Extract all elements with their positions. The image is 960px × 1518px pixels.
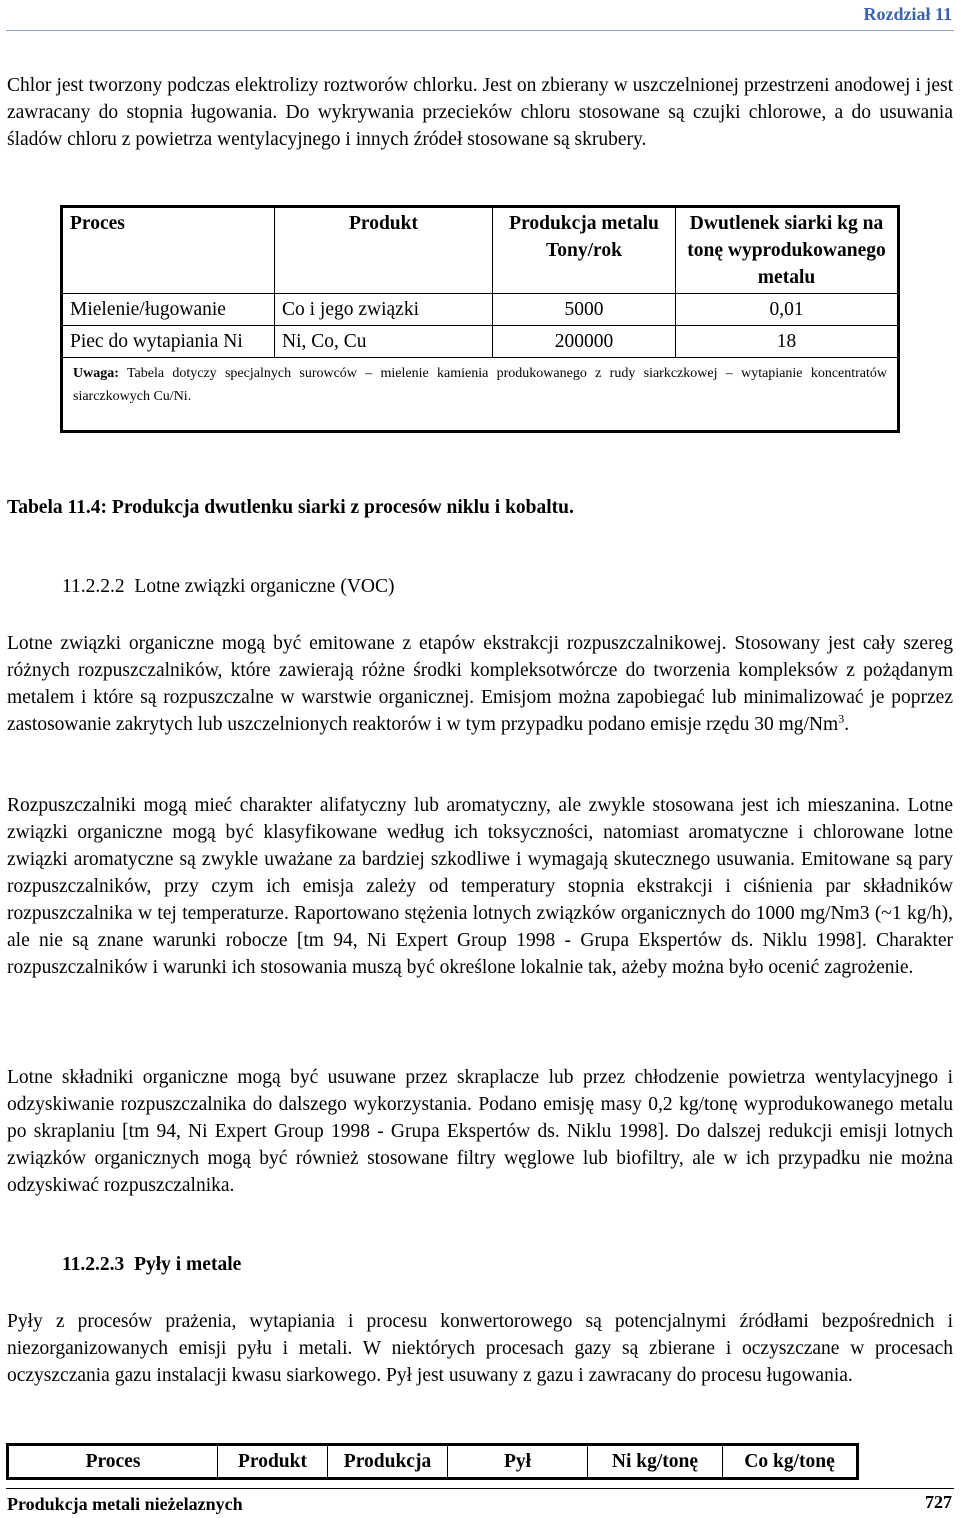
voc-paragraph-2: Rozpuszczalniki mogą mieć charakter alifatyczny lub aromatyczny, ale zwykle stosowana jest ich mieszanina. Lotne związki organiczne mogą być klasyfikowane według ich toksyczności, natomiast aromatyczne i chlorowane lotne związki aromatyczne są zwykle uważane za bardziej szkodliwe i wymagają skutecznego usuwania. Emitowane są pary rozpuszczalników, przy czym ich emisja zależy od temperatury stopnia ekstrakcji i ciśnienia par składników rozpuszczalnika w tej temperaturze. Raportowano stężenia lotnych związków organicznych do 1000 mg/Nm3 (~1 kg/h), ale nie są znane warunki robocze [tm 94, Ni Expert Group 1998 - Grupa Ekspertów ds. Niklu 1998]. Charakter rozpuszczalników i warunki ich stosowania muszą być określone lokalnie tak, ażeby można było ocenić zagrożenie. <box>7 795 953 978</box>
table-note-row <box>62 358 899 432</box>
voc-paragraph-1-end: . <box>844 714 850 735</box>
section-title: Pyły i metale <box>134 1254 242 1275</box>
table-cell: Mielenie/ługowanie <box>62 294 275 326</box>
voc-paragraph-3: Lotne składniki organiczne mogą być usuwane przez skraplacze lub przez chłodzenie powietrza wentylacyjnego i odzyskiwanie rozpuszczalnika do dalszego wykorzystania. Podano emisję masy 0,2 kg/tonę wyprodukowanego metalu po skraplaniu [tm 94, Ni Expert Group 1998 - Grupa Ekspertów ds. Niklu 1998]. Do dalszej redukcji emisji lotnych związków organicznych mogą być również stosowane filtry węglowe lub biofiltry, ale w ich przypadku nie można odzyskiwać rozpuszczalnika. <box>7 1067 953 1196</box>
table-cell: Co i jego związki <box>275 294 493 326</box>
section-number: 11.2.2.2 <box>62 576 125 597</box>
table-header-cell: Dwutlenek siarki kg na tonę wyprodukowanego metalu <box>676 207 899 294</box>
voc-paragraph-1 <box>7 630 953 738</box>
header-divider <box>6 30 954 31</box>
dust-paragraph-1: Pyły z procesów prażenia, wytapiania i procesu konwertorowego są potencjalnymi źródłami bezpośrednich i niezorganizowanych emisji pyłu i metali. W niektórych procesach gazy są zbierane i oczyszczane w procesach oczyszczania gazu instalacji kwasu siarkowego. Pył jest usuwany z gazu i zawracany do procesu ługowania. <box>7 1311 953 1386</box>
table-header-cell: Ni kg/tonę <box>588 1445 723 1479</box>
table-note <box>62 358 899 432</box>
table-header-row <box>62 207 899 294</box>
table-caption: Tabela 11.4: Produkcja dwutlenku siarki z procesów niklu i kobaltu. <box>7 497 574 518</box>
intro-paragraph: Chlor jest tworzony podczas elektrolizy roztworów chlorku. Jest on zbierany w uszczelnionej przestrzeni anodowej i jest zawracany do stopnia ługowania. Do wykrywania przecieków chloru stosowane są czujki chlorowe, a do usuwania śladów chloru z powietrza wentylacyjnego i innych źródeł stosowane są skrubery. <box>7 75 953 150</box>
table-header-cell: Produkt <box>275 207 493 294</box>
table-header-cell: Produkcja metalu Tony/rok <box>493 207 676 294</box>
table-header-cell: Co kg/tonę <box>723 1445 858 1479</box>
voc-paragraph-1-text: Lotne związki organiczne mogą być emitowane z etapów ekstrakcji rozpuszczalnikowej. Stosowany jest cały szereg różnych rozpuszczalników, które zawierają różne środki kompleksotwórcze do tworzenia kompleksów z pożądanym metalem i które są rozpuszczalne w warstwie organicznej. Emisjom można zapobiegać lub minimalizować je poprzez zastosowanie zakrytych lub uszczelnionych reaktorów i w tym przypadku podano emisje rzędu 30 mg/Nm <box>7 633 953 735</box>
section-heading-voc <box>62 576 395 598</box>
table-cell: 200000 <box>493 326 676 358</box>
table-header-cell: Pył <box>448 1445 588 1479</box>
table-header-cell: Produkcja <box>328 1445 448 1479</box>
table-cell: 18 <box>676 326 899 358</box>
table-note-text: Tabela dotyczy specjalnych surowców – mielenie kamienia produkowanego z rudy siarkczkowej – wytapianie koncentratów siarczkowych Cu/Ni. <box>73 366 888 404</box>
table-row <box>62 326 899 358</box>
dust-metals-table <box>6 1443 859 1480</box>
table-cell: Ni, Co, Cu <box>275 326 493 358</box>
section-title: Lotne związki organiczne (VOC) <box>134 576 395 597</box>
table-cell: Piec do wytapiania Ni <box>62 326 275 358</box>
table-header-cell: Produkt <box>218 1445 328 1479</box>
footer-book-title: Produkcja metali nieżelaznych <box>7 1494 243 1514</box>
page-number: 727 <box>925 1492 952 1512</box>
table-row <box>62 294 899 326</box>
superscript: 3 <box>838 711 845 726</box>
section-heading-dust <box>62 1254 241 1276</box>
footer-divider <box>6 1488 954 1489</box>
table-header-row <box>8 1445 858 1479</box>
table-note-label: Uwaga: <box>73 366 119 381</box>
chapter-header: Rozdział 11 <box>863 4 952 24</box>
table-cell: 0,01 <box>676 294 899 326</box>
table-header-cell: Proces <box>62 207 275 294</box>
section-number: 11.2.2.3 <box>62 1254 125 1275</box>
so2-production-table <box>60 205 900 433</box>
table-cell: 5000 <box>493 294 676 326</box>
table-header-cell: Proces <box>8 1445 218 1479</box>
